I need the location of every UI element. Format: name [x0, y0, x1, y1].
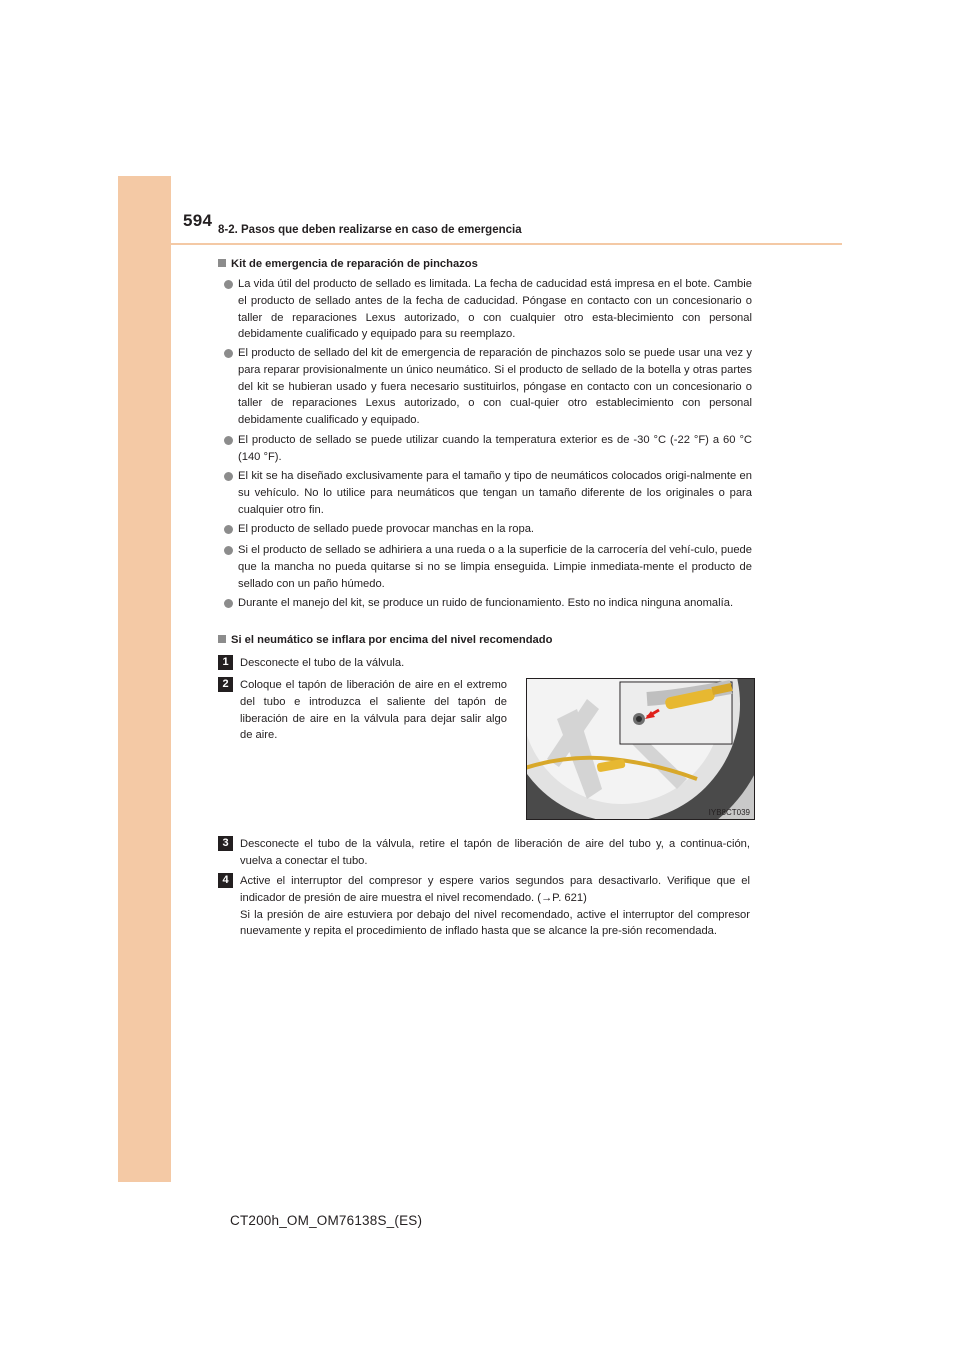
illustration-valve-air-release: [526, 678, 755, 820]
list-item: [224, 432, 752, 466]
circle-bullet-icon: [224, 599, 233, 608]
heading-text: Si el neumático se inflara por encima del nivel recomendado: [231, 634, 553, 646]
list-item: [224, 468, 752, 518]
step-text: Desconecte el tubo de la válvula, retire el tapón de liberación de aire del tubo y, a continua-ción, vuelva a conectar el tubo.: [240, 838, 750, 867]
step-text: Active el interruptor del compresor y espere varios segundos para desactivarlo. Verifique que el indicador de presión de aire muestra el nivel recomendado. (→P. 621) Si la presión de aire estuviera por debajo del nivel recomendado, active el interruptor del compresor nuevamente y repita el procedimiento de inflado hasta que se alcance la pre-sión recomendada.: [240, 875, 750, 938]
square-bullet-icon: [218, 635, 226, 643]
list-item-text: La vida útil del producto de sellado es limitada. La fecha de caducidad está impresa en el bote. Cambie el producto de sellado antes de la fecha de caducidad. Póngase en contacto con un concesionario o taller de reparaciones Lexus autorizado, o con cualquier otro esta-blecimiento con personal debidamente cualificado y equipado para su reemplazo.: [238, 278, 752, 341]
section-title: 8-2. Pasos que deben realizarse en caso de emergencia: [218, 224, 522, 236]
heading-text: Kit de emergencia de reparación de pinchazos: [231, 258, 478, 270]
section-heading: [218, 257, 478, 272]
header-divider: [171, 243, 842, 245]
circle-bullet-icon: [224, 472, 233, 481]
list-item-text: El producto de sellado del kit de emergencia de reparación de pinchazos solo se puede usar una vez y para reparar provisionalmente un único neumático. Si el producto de sellado de la botella y otras partes del kit se hubieran usado y fuera necesario sustituirlos, póngase en contacto con un concesionario o taller de reparaciones Lexus autorizado, o con cual-quier otro establecimiento con personal debidamente cualificado y equipado.: [238, 347, 752, 427]
circle-bullet-icon: [224, 349, 233, 358]
chapter-sidebar-tab: [118, 176, 171, 1182]
page-number: 594: [183, 211, 213, 230]
list-item: [224, 542, 752, 592]
list-item: [224, 521, 752, 538]
list-item-text: El producto de sellado puede provocar manchas en la ropa.: [238, 523, 535, 535]
step-number: 1: [218, 655, 233, 670]
tire-valve-illustration: [527, 679, 754, 819]
step-text: Coloque el tapón de liberación de aire en el extremo del tubo e introduzca el saliente del tapón de liberación de aire en la válvula para dejar salir algo de aire.: [240, 679, 507, 742]
section-heading: [218, 633, 552, 648]
list-item: [224, 595, 752, 612]
step-text: Desconecte el tubo de la válvula.: [240, 657, 405, 669]
circle-bullet-icon: [224, 525, 233, 534]
list-item: [224, 276, 752, 343]
step-number: 2: [218, 677, 233, 692]
circle-bullet-icon: [224, 436, 233, 445]
document-code: CT200h_OM_OM76138S_(ES): [230, 1213, 423, 1228]
figure-code: IYB8CT039: [708, 808, 750, 817]
list-item-text: Durante el manejo del kit, se produce un ruido de funcionamiento. Esto no indica ninguna anomalía.: [238, 597, 734, 609]
square-bullet-icon: [218, 259, 226, 267]
list-item-text: Si el producto de sellado se adhiriera a una rueda o a la superficie de la carrocería del vehí-culo, puede que la mancha no pueda quitarse si no se limpia enseguida. Limpie inmediata-mente el producto de sellado con un paño húmedo.: [238, 544, 752, 590]
list-item: [224, 345, 752, 429]
step-number: 4: [218, 873, 233, 888]
list-item-text: El producto de sellado se puede utilizar cuando la temperatura exterior es de -30 °C (-22 °F) a 60 °C (140 °F).: [238, 434, 752, 463]
step-number: 3: [218, 836, 233, 851]
circle-bullet-icon: [224, 280, 233, 289]
circle-bullet-icon: [224, 546, 233, 555]
list-item-text: El kit se ha diseñado exclusivamente para el tamaño y tipo de neumáticos colocados origi-nalmente en su vehículo. No lo utilice para neumáticos que tengan un tamaño diferente de los originales o para cualquier otro fin.: [238, 470, 752, 516]
